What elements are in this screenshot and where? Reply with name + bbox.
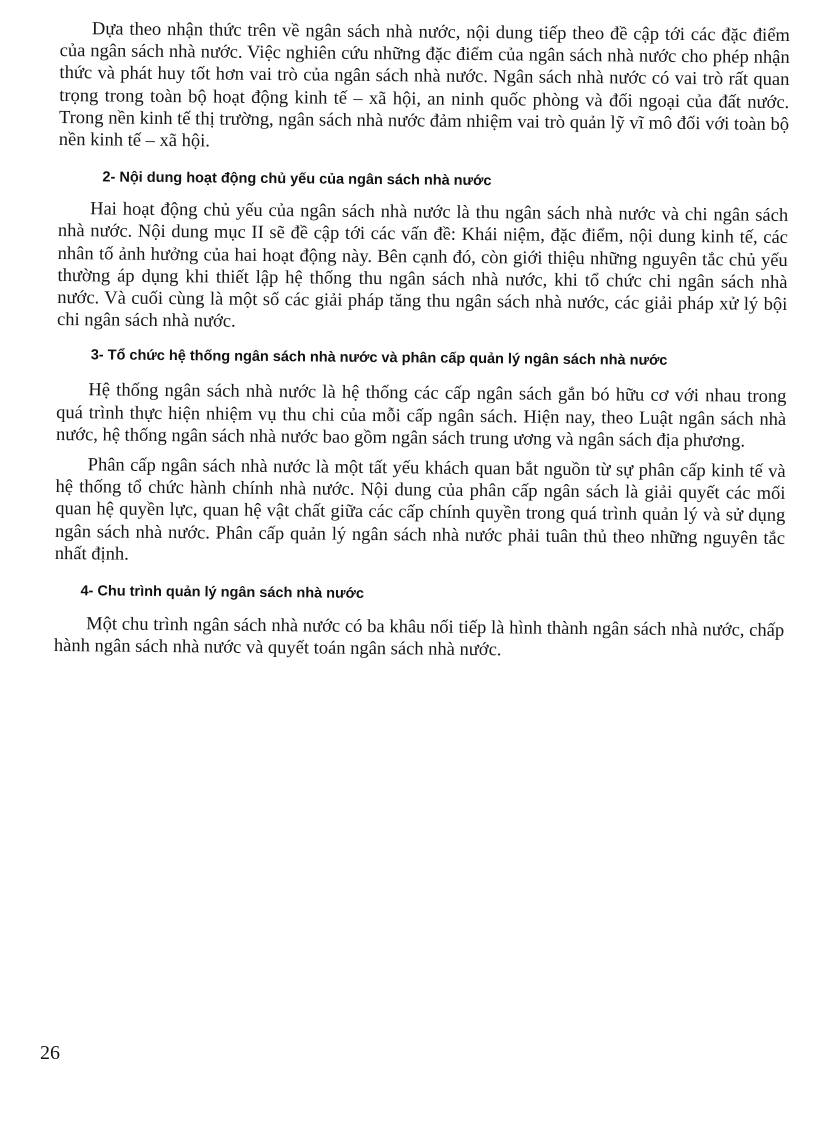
text-column [54, 18, 790, 664]
page-number: 26 [40, 1042, 60, 1064]
section-heading-2: 2- Nội dung hoạt động chủ yếu của ngân sách nhà nước [102, 169, 492, 190]
section-heading-4: 4- Chu trình quản lý ngân sách nhà nước [80, 583, 365, 603]
section-heading-3: 3- Tổ chức hệ thống ngân sách nhà nước và phân cấp quản lý ngân sách nhà nước [90, 347, 668, 370]
paragraph-budget-cycle: Một chu trình ngân sách nhà nước có ba khâu nối tiếp là hình thành ngân sách nhà nước, chấp hành ngân sách nhà nước và quyết toán ngân sách nhà nước. [53, 614, 785, 661]
paragraph-main-activities: Hai hoạt động chủ yếu của ngân sách nhà nước là thu ngân sách nhà nước và chi ngân sách nhà nước. Nội dung mục II sẽ đề cập tới các vấn đề: Khái niệm, đặc điểm, nội dung kinh tế, các nhân tố ảnh hưởng của hai hoạt động này. Bên cạnh đó, còn giới thiệu những nguyên tắc chủ yếu thường áp dụng khi thiết lập hệ thống thu ngân sách nhà nước, khi tổ chức chi ngân sách nhà nước. Và cuối cùng là một số các giải pháp tăng thu ngân sách nhà nước, các giải pháp xử lý bội chi ngân sách nhà nước. [57, 199, 789, 332]
paragraph-budget-system: Hệ thống ngân sách nhà nước là hệ thống các cấp ngân sách gắn bó hữu cơ với nhau trong quá trình thực hiện nhiệm vụ thu chi của mỗi cấp ngân sách. Hiện nay, theo Luật ngân sách nhà nước, hệ thống ngân sách nhà nước bao gồm ngân sách trung ương và ngân sách địa phương. [55, 380, 787, 452]
paragraph-budget-decentralization: Phân cấp ngân sách nhà nước là một tất yếu khách quan bắt nguồn từ sự phân cấp kinh tế và hệ thống tổ chức hành chính nhà nước. Nội dung của phân cấp ngân sách là giải quyết các mối quan hệ quyền lực, quan hệ vật chất giữa các cấp chính quyền trong quá trình quản lý và sử dụng ngân sách nhà nước. Phân cấp quản lý ngân sách nhà nước phải tuân thủ theo những nguyên tắc nhất định. [54, 455, 786, 565]
paragraph-budget-characteristics: Dựa theo nhận thức trên về ngân sách nhà nước, nội dung tiếp theo đề cập tới các đặc điểm của ngân sách nhà nước. Việc nghiên cứu những đặc điểm của ngân sách nhà nước cho phép nhận thức và phát huy tốt hơn vai trò của ngân sách nhà nước. Ngân sách nhà nước có vai trò rất quan trọng trong toàn bộ hoạt động kinh tế – xã hội, an ninh quốc phòng và đối ngoại của đất nước. Trong nền kinh tế thị trường, ngân sách nhà nước đảm nhiệm vai trò quản lỹ vĩ mô đối với toàn bộ nền kinh tế – xã hội. [58, 19, 790, 152]
